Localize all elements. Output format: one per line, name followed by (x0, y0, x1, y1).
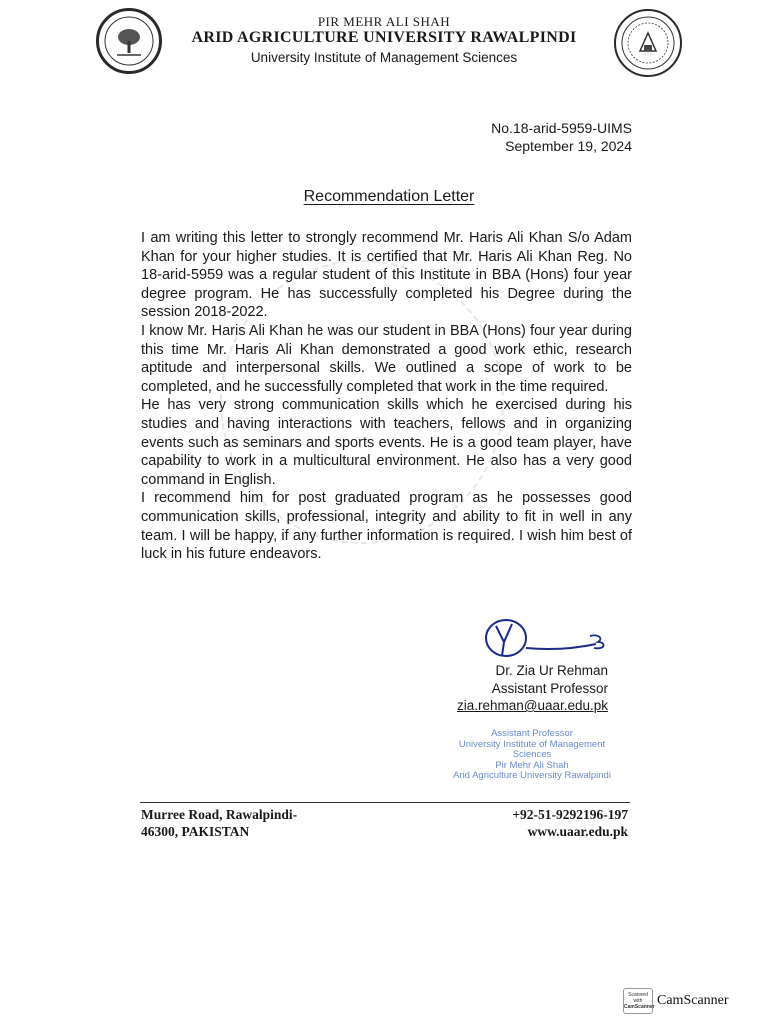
signatory-name: Dr. Zia Ur Rehman (495, 663, 608, 678)
paragraph-3: He has very strong communication skills which he exercised during his studies and having interactions with teachers, fellows and in organizing events such as seminars and sports events. He is a good team player, have capability to work in a multicultural environment. He also has a very good command in English. (141, 397, 632, 488)
stamp-line-4: Arid Agriculture University Rawalpindi (453, 770, 611, 781)
stamp-line-3: Pir Mehr Ali Shah (495, 759, 569, 771)
signatory-designation: Assistant Professor (491, 681, 608, 696)
footer-website: www.uaar.edu.pk (527, 824, 628, 839)
paragraph-2: I know Mr. Haris Ali Khan he was our student in BBA (Hons) four year during this time Mr. Haris Ali Khan demonstrated a good work ethic, research aptitude and interpersonal skills. We outlined a scope of work to be completed, and he successfully completed that work in the time required. (141, 322, 632, 395)
official-stamp (452, 729, 612, 782)
camscanner-label: CamScanner (657, 993, 729, 1008)
university-name: ARID AGRICULTURE UNIVERSITY RAWALPINDI (191, 29, 577, 46)
letter-title: Recommendation Letter (303, 188, 475, 205)
footer-contact (512, 806, 628, 840)
paragraph-1: I am writing this letter to strongly recommend Mr. Haris Ali Khan S/o Adam Khan for your higher studies. It is certified that Mr. Haris Ali Khan Reg. No 18-arid-5959 was a regular student of this Institute in BBA (Hons) four year degree program. He has successfully completed his Degree during the session 2018-2022. (141, 230, 632, 321)
letter-date: September 19, 2024 (505, 138, 632, 154)
signatory-email: zia.rehman@uaar.edu.pk (456, 698, 608, 713)
paragraph-4: I recommend him for post graduated program as he possesses good communication skills, professional, integrity and ability to fit in well in any team. I will be happy, if any further information is required. I wish him best of luck in his future endeavors. (141, 490, 632, 563)
address-line-2: 46300, PAKISTAN (141, 824, 250, 839)
footer-divider (140, 802, 630, 803)
footer-address (141, 806, 297, 840)
camscanner-watermark (623, 988, 729, 1014)
stamp-line-2: University Institute of Management Sciences (458, 738, 606, 760)
stamp-line-1: Assistant Professor (491, 728, 573, 739)
address-line-1: Murree Road, Rawalpindi- (141, 807, 298, 822)
signature (478, 616, 618, 666)
letter-body (141, 229, 632, 564)
camscanner-logo-icon: Scanned with CamScanner (623, 988, 653, 1014)
reference-number: No.18-arid-5959-UIMS (491, 120, 632, 136)
institute-name: University Institute of Management Sciences (250, 50, 518, 65)
header-line-1: PIR MEHR ALI SHAH (317, 14, 451, 29)
footer-phone: +92-51-9292196-197 (512, 807, 628, 822)
